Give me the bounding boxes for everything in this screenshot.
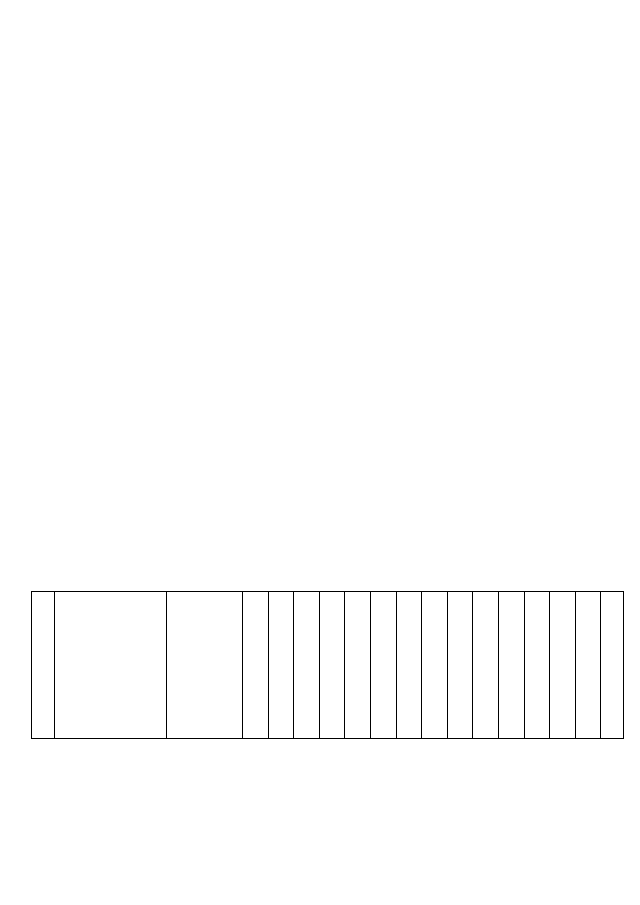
empty-cell xyxy=(268,592,294,739)
empty-cell xyxy=(319,592,345,739)
value-cell xyxy=(447,592,473,739)
empty-cell xyxy=(498,592,524,739)
indicator-description xyxy=(54,592,167,739)
empty-cell xyxy=(524,592,550,739)
row-number xyxy=(32,592,55,739)
unit-cell xyxy=(242,592,268,739)
empty-cell xyxy=(294,592,320,739)
empty-cell xyxy=(550,592,576,739)
table-row xyxy=(32,592,624,739)
empty-cell xyxy=(473,592,499,739)
responsible-organization-cell xyxy=(167,592,243,739)
empty-cell xyxy=(345,592,371,739)
indicator-table xyxy=(31,591,624,739)
empty-cell xyxy=(370,592,396,739)
empty-cell xyxy=(422,592,448,739)
empty-cell xyxy=(601,592,624,739)
empty-cell xyxy=(575,592,601,739)
empty-cell xyxy=(396,592,422,739)
